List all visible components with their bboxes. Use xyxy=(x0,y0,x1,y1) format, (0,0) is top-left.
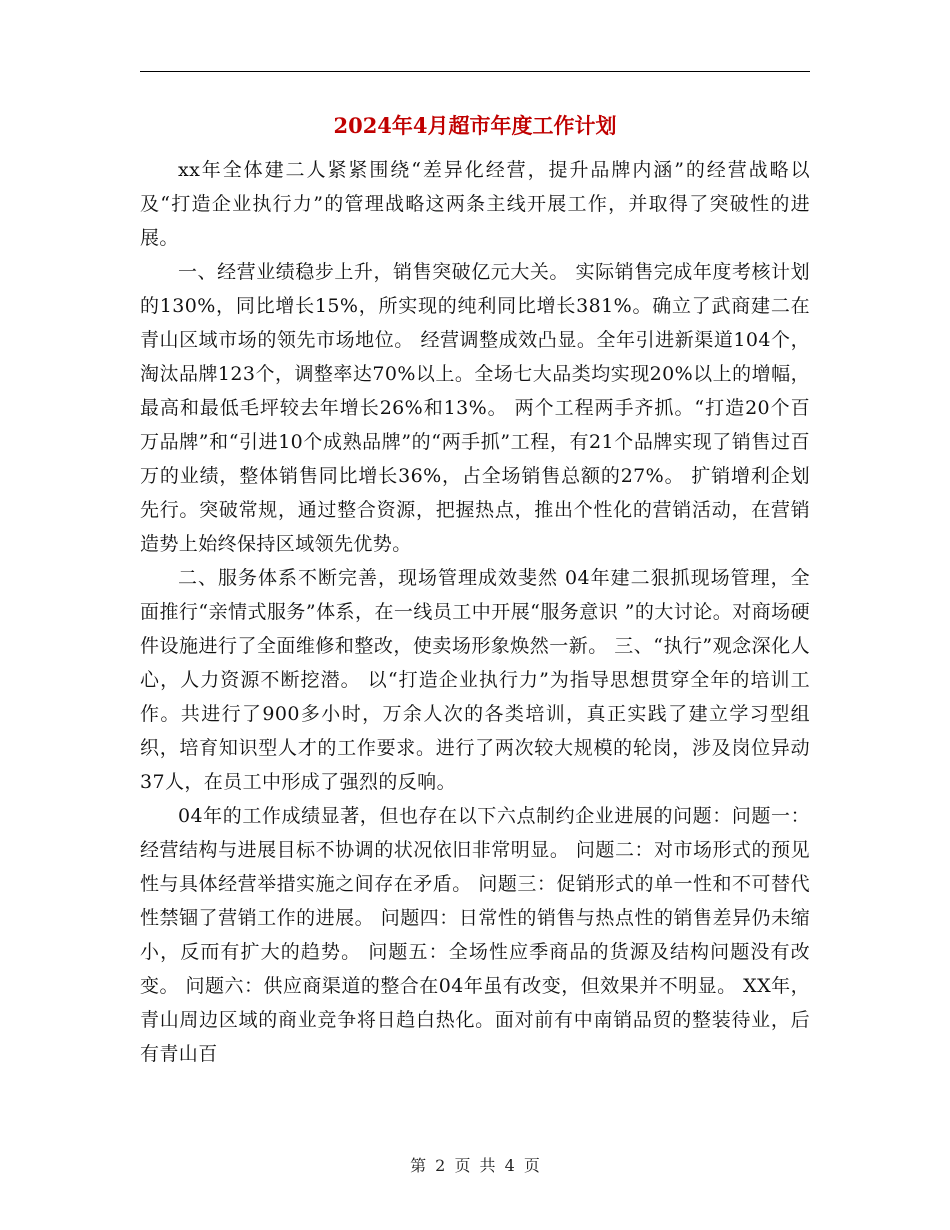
paragraph-section-1: 一、经营业绩稳步上升，销售突破亿元大关。 实际销售完成年度考核计划的130%，同比增长15%，所实现的纯利同比增长381%。确立了武商建二在青山区域市场的领先市场地位。 经营调整成效凸显。全年引进新渠道104个，淘汰品牌123个，调整率达70%以上。全场七大品类均实现20%以上的增幅，最高和最低毛坪较去年增长26%和13%。 两个工程两手齐抓。“打造20个百万品牌”和“引进10个成熟品牌”的“两手抓”工程，有21个品牌实现了销售过百万的业绩，整体销售同比增长36%，占全场销售总额的27%。 扩销增利企划先行。突破常规，通过整合资源，把握热点，推出个性化的营销活动，在营销造势上始终保持区域领先优势。 xyxy=(140,261,810,555)
paragraph-intro: xx年全体建二人紧紧围绕“差异化经营，提升品牌内涵”的经营战略以及“打造企业执行力”的管理战略这两条主线开展工作，并取得了突破性的进展。 xyxy=(140,159,810,249)
page-number: 第 2 页 共 4 页 xyxy=(410,1156,540,1175)
document-title: 2024年4月超市年度工作计划 xyxy=(333,113,617,138)
paragraph-problems: 04年的工作成绩显著，但也存在以下六点制约企业进展的问题：问题一：经营结构与进展目标不协调的状况依旧非常明显。 问题二：对市场形式的预见性与具体经营举措实施之间存在矛盾。 问题三：促销形式的单一性和不可替代性禁锢了营销工作的进展。 问题四：日常性的销售与热点性的销售差异仍未缩小，反而有扩大的趋势。 问题五：全场性应季商品的货源及结构问题没有改变。 问题六：供应商渠道的整合在04年虽有改变，但效果并不明显。 XX年，青山周边区域的商业竞争将日趋白热化。面对前有中南销品贸的整装待业，后有青山百 xyxy=(140,805,810,1065)
header-rule xyxy=(140,71,810,72)
paragraph-section-2-3: 二、服务体系不断完善，现场管理成效斐然 04年建二狠抓现场管理，全面推行“亲情式服务”体系，在一线员工中开展“服务意识 ”的大讨论。对商场硬件设施进行了全面维修和整改，使卖场形象焕然一新。 三、“执行”观念深化人心，人力资源不断挖潜。 以“打造企业执行力”为指导思想贯穿全年的培训工作。共进行了900多小时，万余人次的各类培训，真正实践了建立学习型组织，培育知识型人才的工作要求。进行了两次较大规模的轮岗，涉及岗位异动37人，在员工中形成了强烈的反响。 xyxy=(140,567,810,793)
document-body xyxy=(140,153,810,1071)
